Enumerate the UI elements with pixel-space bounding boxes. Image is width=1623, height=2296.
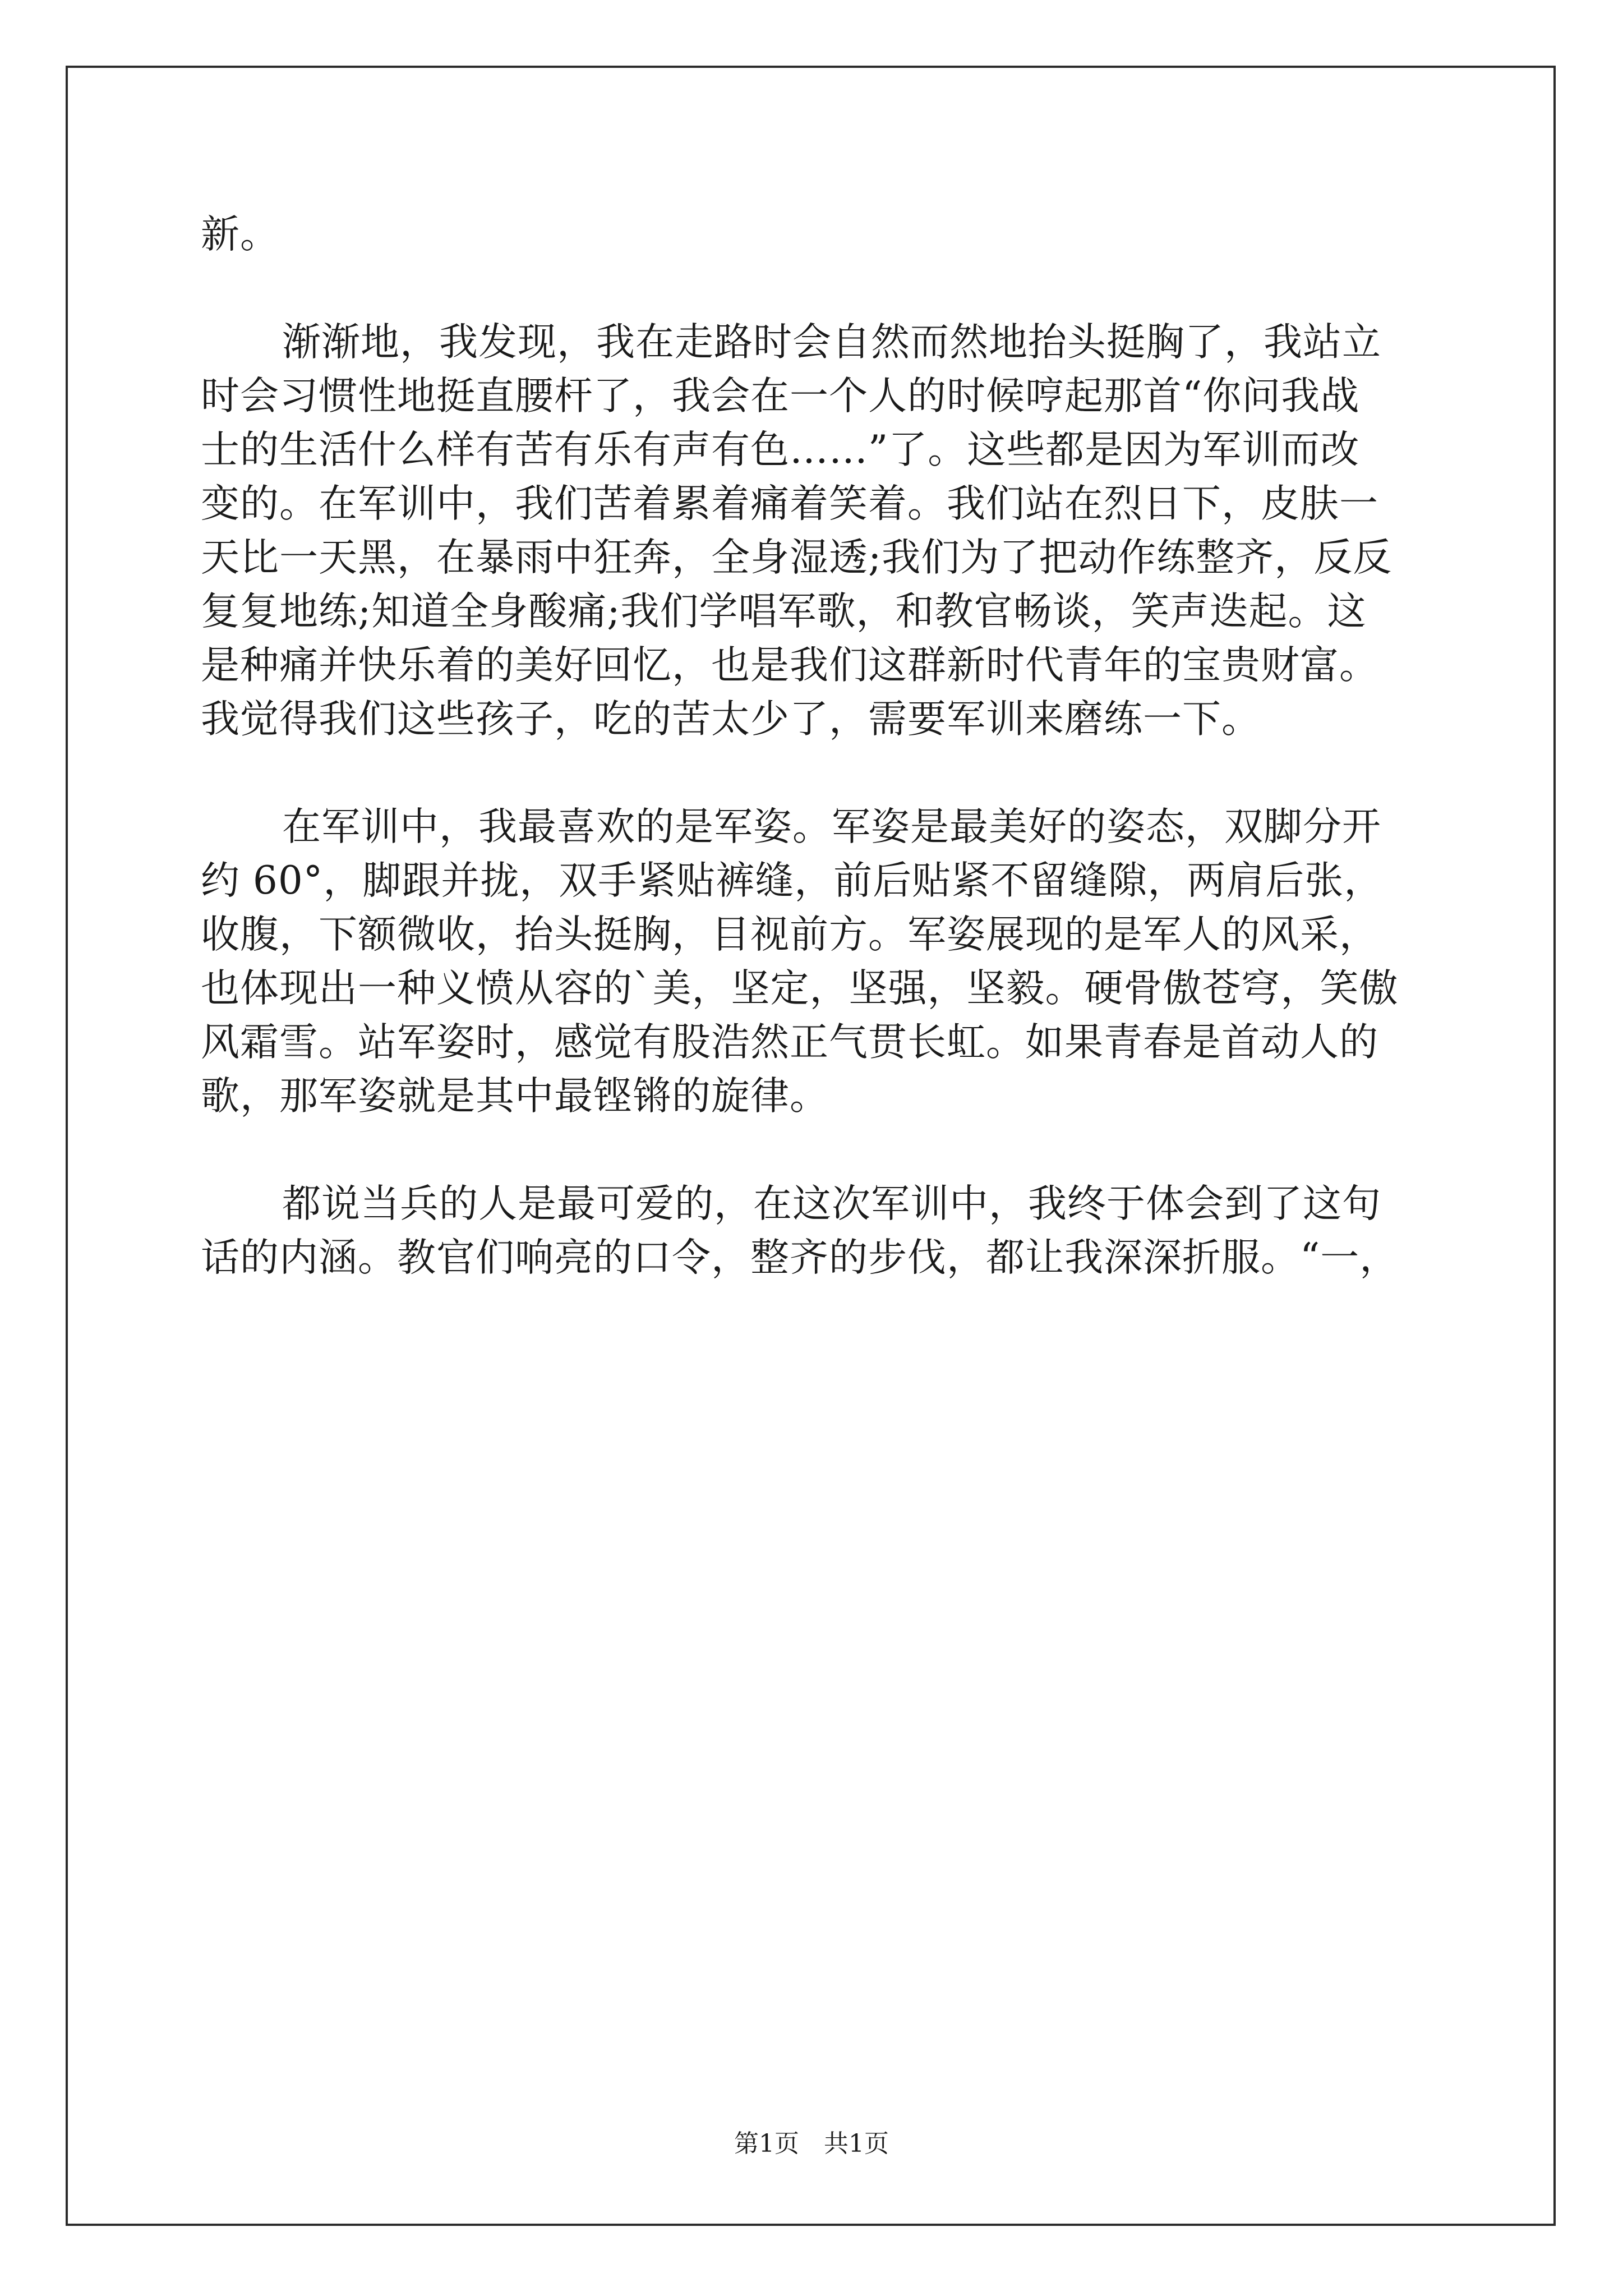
text-line: 约 60°，脚跟并拢，双手紧贴裤缝，前后贴紧不留缝隙，两肩后张，: [201, 858, 1384, 903]
text-line: 在军训中，我最喜欢的是军姿。军姿是最美好的姿态，双脚分开: [282, 804, 1381, 849]
text-line: 渐渐地，我发现，我在走路时会自然而然地抬头挺胸了，我站立: [282, 320, 1381, 365]
text-line: 收腹，下额微收，抬头挺胸，目视前方。军姿展现的是军人的风采，: [201, 912, 1378, 957]
text-line: 复复地练;知道全身酸痛;我们学唱军歌，和教官畅谈，笑声迭起。这: [201, 589, 1367, 634]
text-line: 话的内涵。教官们响亮的口令，整齐的步伐，都让我深深折服。“一，: [201, 1235, 1399, 1280]
paragraph-1: [201, 208, 1435, 261]
text-line: 变的。在军训中，我们苦着累着痛着笑着。我们站在烈日下，皮肤一: [201, 481, 1378, 526]
text-line: 新。: [201, 212, 279, 257]
text-line: 也体现出一种义愤从容的`美，坚定，坚强，坚毅。硬骨傲苍穹，笑傲: [201, 966, 1399, 1011]
paragraph-2: [201, 315, 1435, 746]
text-line: 都说当兵的人是最可爱的，在这次军训中，我终于体会到了这句: [282, 1181, 1381, 1226]
document-body: [201, 208, 1435, 1285]
text-line: 风霜雪。站军姿时，感觉有股浩然正气贯长虹。如果青春是首动人的: [201, 1020, 1378, 1065]
text-line: 是种痛并快乐着的美好回忆，也是我们这群新时代青年的宝贵财富。: [201, 643, 1378, 688]
text-line: 士的生活什么样有苦有乐有声有色……”了。这些都是因为军训而改: [201, 427, 1360, 472]
text-line: 我觉得我们这些孩子，吃的苦太少了，需要军训来磨练一下。: [201, 697, 1261, 742]
paragraph-4: [201, 1177, 1435, 1285]
text-line: 歌，那军姿就是其中最铿锵的旋律。: [201, 1074, 829, 1119]
page-number-footer: 第1页 共1页: [734, 2129, 889, 2158]
paragraph-3: [201, 800, 1435, 1123]
text-line: 天比一天黑，在暴雨中狂奔，全身湿透;我们为了把动作练整齐，反反: [201, 535, 1393, 580]
text-line: 时会习惯性地挺直腰杆了，我会在一个人的时候哼起那首“你问我战: [201, 374, 1360, 418]
